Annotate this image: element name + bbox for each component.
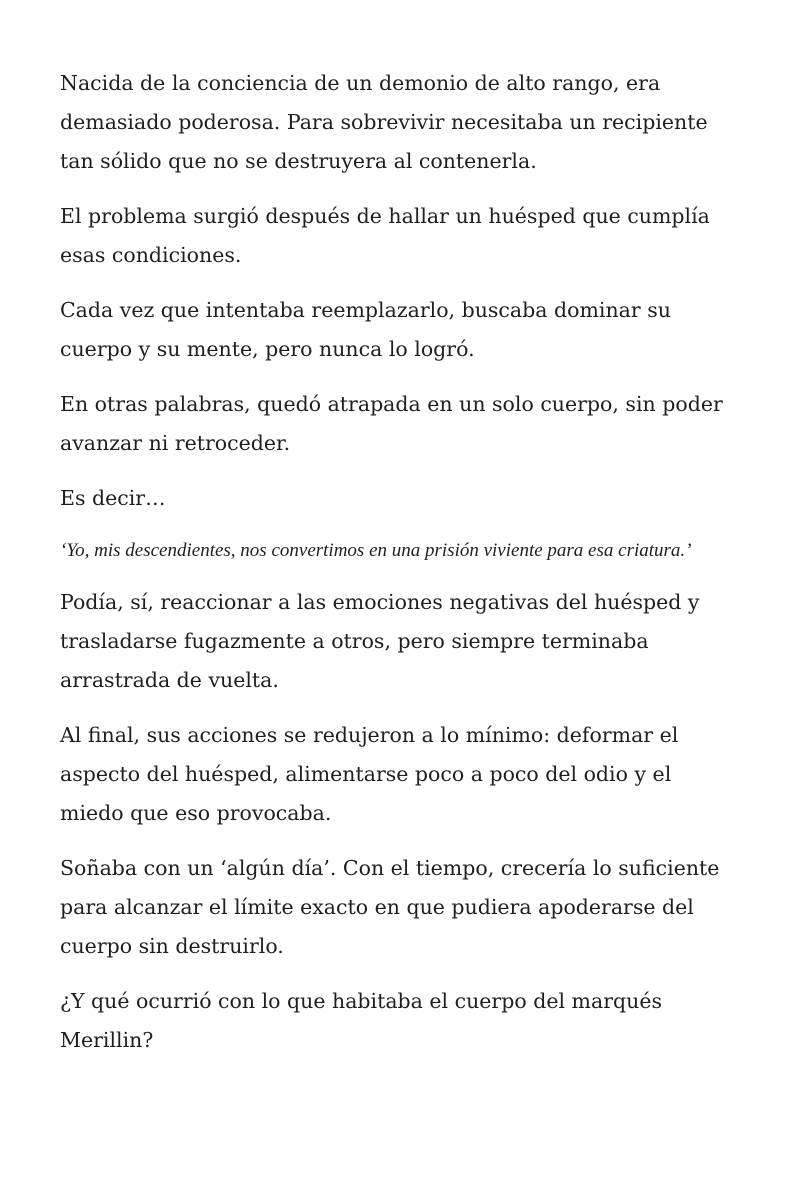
paragraph-9: Soñaba con un ‘algún día’. Con el tiempo, crecería lo suficiente para alcanzar el límite exacto en que pudiera apoderarse del cuerpo sin destruirlo. [60, 856, 720, 958]
paragraph-5: Es decir… [60, 486, 166, 510]
paragraph-10: ¿Y qué ocurrió con lo que habitaba el cuerpo del marqués Merillin? [60, 989, 662, 1052]
document-page [60, 64, 740, 1076]
paragraph-4: En otras palabras, quedó atrapada en un solo cuerpo, sin poder avanzar ni retroceder. [60, 392, 723, 455]
paragraph-7: Podía, sí, reaccionar a las emociones negativas del huésped y trasladarse fugazmente a otros, pero siempre terminaba arrastrada de vuelta. [60, 590, 700, 692]
italic-quote: ‘Yo, mis descendientes, nos convertimos en una prisión viviente para esa criatura.’ [60, 540, 692, 561]
paragraph-8: Al final, sus acciones se redujeron a lo mínimo: deformar el aspecto del huésped, alimentarse poco a poco del odio y el miedo que eso provocaba. [60, 723, 679, 825]
paragraph-3: Cada vez que intentaba reemplazarlo, buscaba dominar su cuerpo y su mente, pero nunca lo logró. [60, 298, 671, 361]
paragraph-1: Nacida de la conciencia de un demonio de alto rango, era demasiado poderosa. Para sobrevivir necesitaba un recipiente tan sólido que no se destruyera al contenerla. [60, 71, 708, 173]
paragraph-2: El problema surgió después de hallar un huésped que cumplía esas condiciones. [60, 204, 710, 267]
